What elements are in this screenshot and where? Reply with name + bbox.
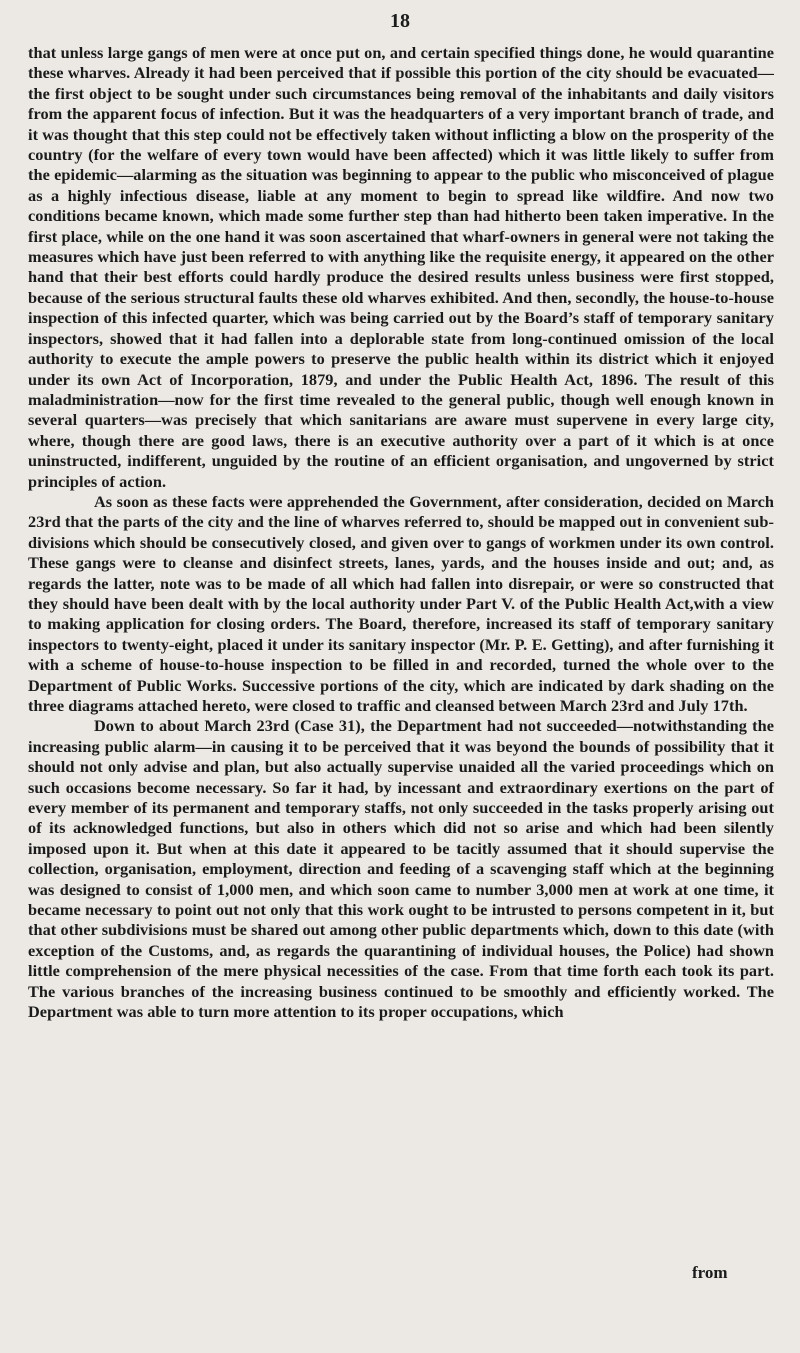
paragraph-3: Down to about March 23rd (Case 31), the Department had not succeeded—notwithstanding the increasing public alarm—in causing it to be perceived that it was beyond the bounds of possibility that it should not only advise and plan, but also actually supervise unaided all the varied proceedings which on such occasions become necessary. So far it had, by incessant and extraordinary exertions on the part of every member of its permanent and temporary staffs, not only succeeded in the tasks properly arising out of its acknowledged functions, but also in others which did not so arise and which had been silently imposed upon it. But when at this date it appeared to be tacitly assumed that it should supervise the collection, organisation, employment, direction and feeding of a scavenging staff which at the beginning was designed to consist of 1,000 men, and which soon came to number 3,000 men at work at one time, it became necessary to point out not only that this work ought to be intrusted to persons competent in it, but that other subdivisions must be shared out among other public departments which, down to this date (with exception of the Customs, and, as regards the quarantining of individual houses, the Police) had shown little comprehension of the mere physical necessities of the case. From that time forth each took its part. The various branches of the increasing business continued to be smoothly and efficiently worked. The Department was able to turn more attention to its proper occupations, which xyxy=(28,716,774,1022)
paragraph-1: that unless large gangs of men were at once put on, and certain specified things done, he would quarantine these wharves. Already it had been perceived that if possible this portion of the city should be evacuated—the first object to be sought under such circumstances being removal of the inhabitants and daily visitors from the apparent focus of infection. But it was the headquarters of a very important branch of trade, and it was thought that this step could not be effectively taken without inflicting a blow on the prosperity of the country (for the welfare of every town would have been affected) which it was little likely to suffer from the epidemic—alarming as the situation was beginning to appear to the public who misconceived of plague as a highly infectious disease, liable at any moment to begin to spread like wildfire. And now two conditions became known, which made some further step than had hitherto been taken imperative. In the first place, while on the one hand it was soon ascertained that wharf-owners in general were not taking the measures which have just been referred to with anything like the requisite energy, it appeared on the other hand that their best efforts could hardly produce the desired results unless business were first stopped, because of the serious structural faults these old wharves exhibited. And then, secondly, the house-to-house inspection of this infected quarter, which was being carried out by the Board’s staff of temporary sanitary inspectors, showed that it had fallen into a deplorable state from long-continued omission of the local authority to execute the ample powers to preserve the public health within its district which it enjoyed under its own Act of Incorporation, 1879, and under the Public Health Act, 1896. The result of this maladministration—now for the first time revealed to the general public, though well enough known in several quarters—was precisely that which sanitarians are aware must supervene in every large city, where, though there are good laws, there is an executive authority over a part of it which is at once uninstructed, indifferent, unguided by the routine of an efficient organisation, and ungoverned by strict principles of action. xyxy=(28,43,774,491)
paragraph-2: As soon as these facts were apprehended the Government, after consideration, decided on March 23rd that the parts of the city and the line of wharves referred to, should be mapped out in convenient sub-divisions which should be consecutively closed, and given over to gangs of workmen under its own control. These gangs were to cleanse and disinfect streets, lanes, yards, and the houses inside and out; and, as regards the latter, note was to be made of all which had fallen into disrepair, or were so constructed that they should have been dealt with by the local authority under Part V. of the Public Health Act,with a view to making application for closing orders. The Board, therefore, increased its staff of temporary sanitary inspectors to twenty-eight, placed it under its sanitary inspector (Mr. P. E. Getting), and after furnishing it with a scheme of house-to-house inspection to be filled in and recorded, turned the whole over to the Department of Public Works. Successive portions of the city, which are indicated by dark shading on the three diagrams attached hereto, were closed to traffic and cleansed between March 23rd and July 17th. xyxy=(28,491,774,715)
body-text xyxy=(28,43,774,1023)
page-number: 18 xyxy=(390,10,410,32)
catchword: from xyxy=(692,1263,728,1282)
